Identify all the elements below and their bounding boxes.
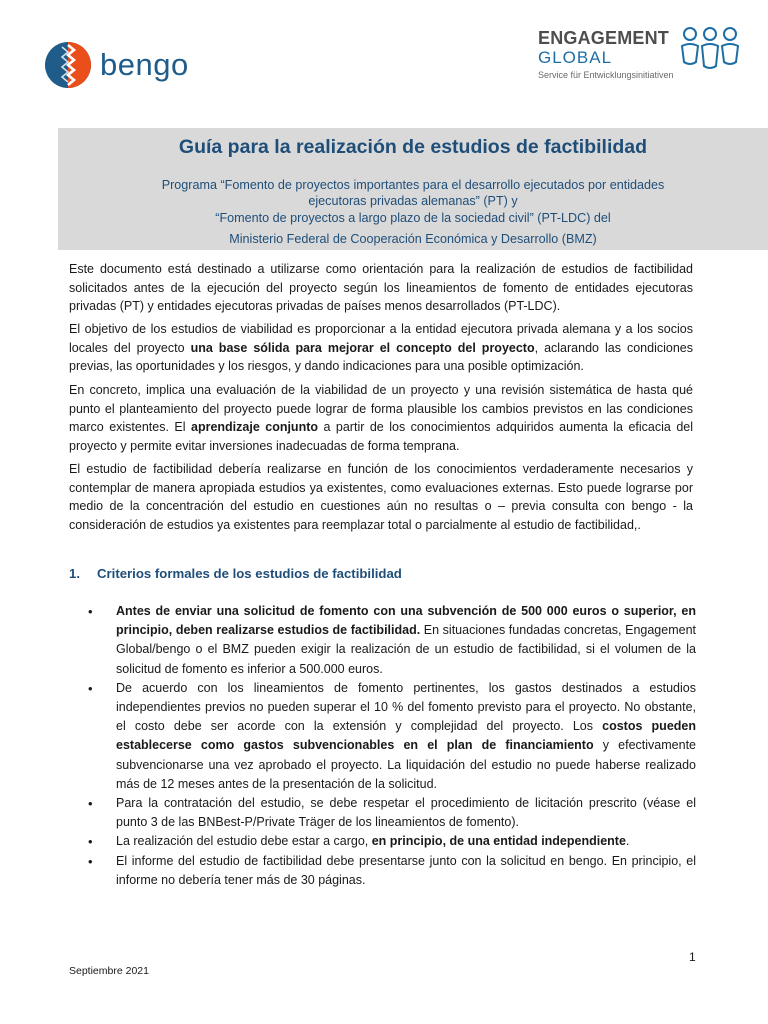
text-run: Este documento está destinado a utilizarse como orientación para la realización de estudios de factibilidad solicitados antes de la ejecución del proyecto según los lineamientos de fomento de entidades ejecutoras privadas (PT) y entidades ejecutoras privadas de países menos desarrollados (PT-LDC). [69,262,693,314]
text-run: El estudio de factibilidad debería realizarse en función de los conocimientos verdaderamente necesarios y contemplar de manera apropiada estudios ya existentes, como evaluaciones externas. Esto puede lograrse por medio de la concentración del estudio en cuestiones aún no resultas o – previa consulta con bengo - la consideración de estudios ya existentes para reemplazar total o parcialmente al estudio de factibilidad,. [69,462,693,532]
bullet-icon: • [88,853,93,869]
bengo-logo [44,40,189,90]
bold-text: en principio, de una entidad independiente [371,834,626,849]
section-title: Criterios formales de los estudios de factibilidad [97,566,402,581]
page-number: 1 [689,950,696,964]
text-run: El objetivo de los estudios de viabilidad es proporcionar a la entidad ejecutora privada alemana y a los socios locales del proyecto [69,322,693,355]
bold-text: aprendizaje conjunto [191,420,319,435]
bullet-icon: • [88,680,93,696]
engagement-global-tagline: Service für Entwicklungsinitiativen [538,70,674,80]
text-run: El informe del estudio de factibilidad debe presentarse junto con la solicitud en bengo. En principio, el informe no debería tener más de 30 páginas. [116,853,696,887]
section-number: 1. [69,566,80,581]
subtitle-line-2: ejecutoras privadas alemanas” (PT) y [308,194,518,208]
list-item [86,832,696,851]
title-band [58,128,768,250]
bullet-icon: • [88,604,93,619]
criteria-bullet-list [86,602,696,890]
footer-date: Septiembre 2021 [69,965,149,977]
paragraph-4 [69,460,693,534]
subtitle-line-4: Ministerio Federal de Cooperación Económica y Desarrollo (BMZ) [229,232,597,246]
bullet-icon: • [88,834,93,850]
subtitle-line-1: Programa “Fomento de proyectos importantes para el desarrollo ejecutados por entidades [161,178,665,192]
text-run: Para la contratación del estudio, se debe respetar el procedimiento de licitación prescrito (véase el punto 3 de las BNBest-P/Private Träger de los lineamientos de fomento). [116,796,696,830]
text-run: De acuerdo con los lineamientos de fomento pertinentes, los gastos destinados a estudios independientes previos no pueden superar el 10 % del fomento previsto para el proyecto. No obstante, el costo debe ser acorde con la extensión y complejidad del proyecto. Los [116,680,696,734]
bengo-logo-icon [44,41,92,89]
bold-text: una base sólida para mejorar el concepto del proyecto [190,340,535,355]
text-run: . [625,834,630,849]
subtitle-line-3: “Fomento de proyectos a largo plazo de la sociedad civil” (PT-LDC) del [215,211,611,225]
paragraph-2 [69,320,693,376]
section-heading [69,566,689,581]
bold-text: costos pueden establecerse como gastos subvencionables en el plan de financiamiento [116,719,696,753]
bengo-wordmark: bengo [100,47,189,82]
engagement-global-line2: GLOBAL [538,48,613,67]
text-run: En situaciones fundadas concretas, Engagement Global/bengo o el BMZ pueden exigir la realización de un estudio de factibilidad, si el volumen de la solicitud de fomento es inferior a 500.000 euros. [116,623,696,676]
list-item [86,794,696,832]
text-run: y efectivamente subvencionarse una vez aprobado el proyecto. La liquidación del estudio no puede haberse realizado más de 12 meses antes de la presentación de la solicitud. [116,738,697,791]
bullet-icon: • [88,796,93,812]
text-run: , aclarando las condiciones previas, las oportunidades y los riesgos, y dando indicaciones para una posible optimización. [69,340,693,374]
list-item [86,679,696,794]
text-run: a partir de los conocimientos adquiridos aumenta la eficacia del proyecto y permite evitar inversiones inadecuadas de forma temprana. [69,420,694,453]
list-item [86,852,696,890]
bold-text: Antes de enviar una solicitud de fomento con una subvención de 500 000 euros o superior, en principio, deben realizarse estudios de factibilidad. [116,604,696,638]
engagement-global-line1: ENGAGEMENT [538,28,670,48]
list-item [86,602,696,679]
text-run: En concreto, implica una evaluación de la viabilidad de un proyecto y una revisión sistemática de hasta qué punto el planteamiento del proyecto puede lograr de forma plausible los cambios previstos en las condiciones marco existentes. El [69,383,693,435]
paragraph-3 [69,381,693,455]
engagement-global-logo [538,26,738,86]
text-run: La realización del estudio debe estar a cargo, [116,834,372,849]
document-title: Guía para la realización de estudios de factibilidad [178,136,648,158]
paragraph-1 [69,260,693,316]
people-figures-icon [680,26,740,72]
